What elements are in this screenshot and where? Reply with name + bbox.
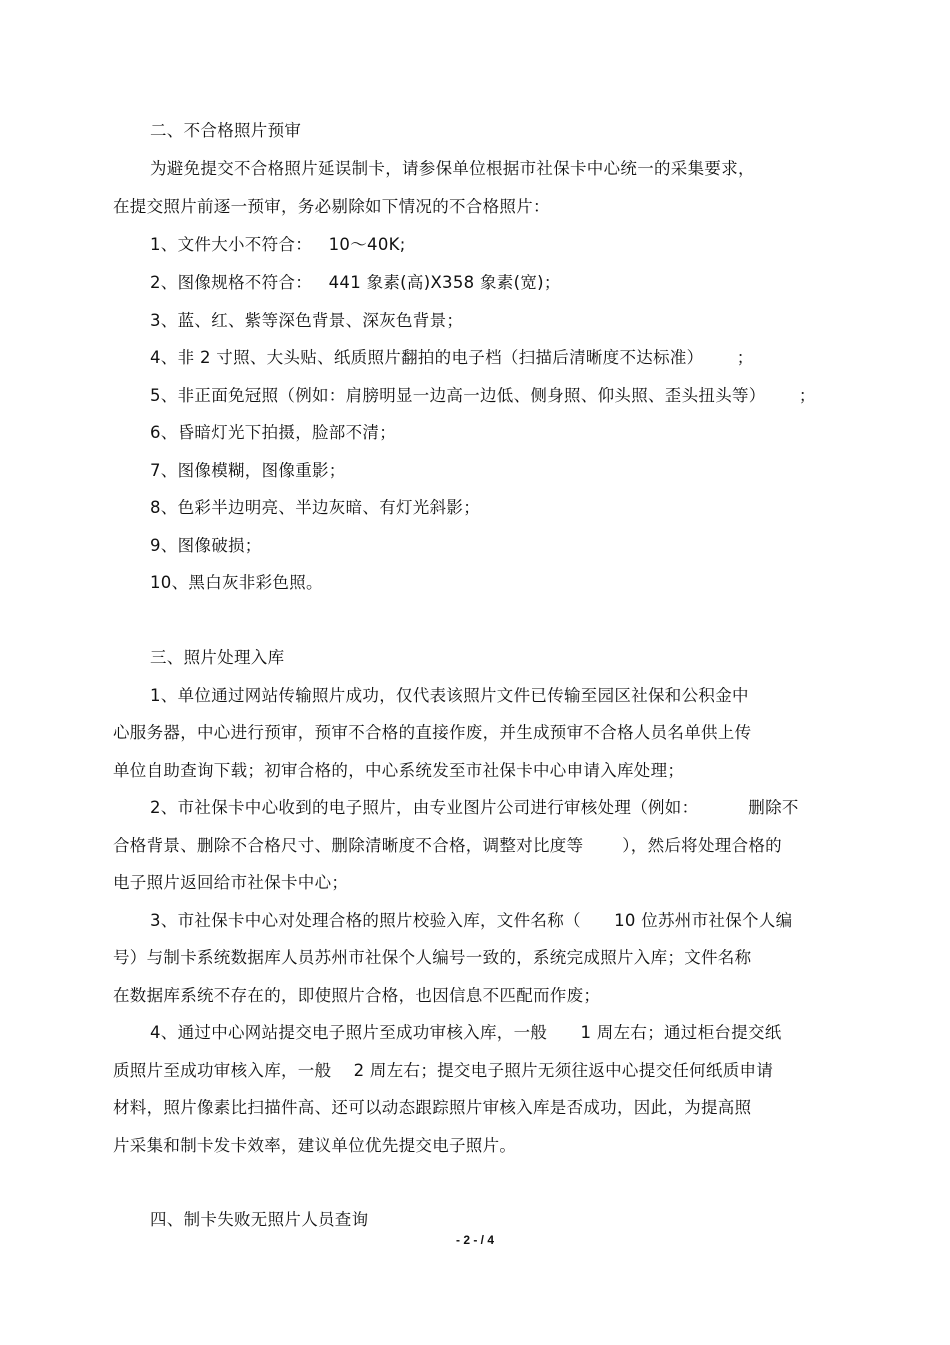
paragraph-line: 质照片至成功审核入库，一般 2 周左右；提交电子照片无须往返中心提交任何纸质申请 [113, 1061, 774, 1080]
list-item: 7、图像模糊，图像重影； [150, 461, 346, 480]
paragraph-line: 在提交照片前逐一预审，务必剔除如下情况的不合格照片： [113, 197, 550, 216]
paragraph-line: 合格背景、删除不合格尺寸、删除清晰度不合格，调整对比度等 ），然后将处理合格的 [113, 836, 782, 855]
list-item: 2、图像规格不符合： 441 象素(高)X358 象素(宽)； [150, 273, 561, 292]
paragraph-line: 1、单位通过网站传输照片成功，仅代表该照片文件已传输至园区社保和公积金中 [150, 686, 749, 705]
list-item: 4、非 2 寸照、大头贴、纸质照片翻拍的电子档（扫描后清晰度不达标准） ； [150, 348, 754, 367]
paragraph-line: 单位自助查询下载；初审合格的，中心系统发至市社保卡中心申请入库处理； [113, 761, 685, 780]
section-heading: 三、照片处理入库 [150, 648, 285, 667]
list-item: 6、昏暗灯光下拍摄，脸部不清； [150, 423, 396, 442]
list-item: 8、色彩半边明亮、半边灰暗、有灯光斜影； [150, 498, 480, 517]
list-item: 5、非正面免冠照（例如：肩膀明显一边高一边低、侧身照、仰头照、歪头扭头等） ； [150, 386, 816, 405]
paragraph-line: 在数据库系统不存在的，即使照片合格，也因信息不匹配而作废； [113, 986, 601, 1005]
paragraph-line: 材料，照片像素比扫描件高、还可以动态跟踪照片审核入库是否成功，因此，为提高照 [113, 1098, 752, 1117]
list-item: 10、黑白灰非彩色照。 [150, 573, 323, 592]
list-item: 9、图像破损； [150, 536, 262, 555]
paragraph-line: 3、市社保卡中心对处理合格的照片校验入库，文件名称（ 10 位苏州市社保个人编 [150, 911, 793, 930]
paragraph-line: 为避免提交不合格照片延误制卡，请参保单位根据市社保卡中心统一的采集要求， [150, 159, 755, 178]
paragraph-line: 2、市社保卡中心收到的电子照片，由专业图片公司进行审核处理（例如： 删除不 [150, 798, 799, 817]
paragraph-line: 号）与制卡系统数据库人员苏州市社保个人编号一致的，系统完成照片入库；文件名称 [113, 948, 752, 967]
paragraph-line: 电子照片返回给市社保卡中心； [113, 873, 349, 892]
list-item: 3、蓝、红、紫等深色背景、深灰色背景； [150, 311, 464, 330]
list-item: 1、文件大小不符合： 10～40K; [150, 235, 406, 254]
paragraph-line: 心服务器，中心进行预审，预审不合格的直接作废，并生成预审不合格人员名单供上传 [113, 723, 752, 742]
paragraph-line: 片采集和制卡发卡效率，建议单位优先提交电子照片。 [113, 1136, 517, 1155]
page-number: - 2 - / 4 [455, 1233, 494, 1247]
section-heading: 二、不合格照片预审 [150, 121, 302, 140]
paragraph-line: 4、通过中心网站提交电子照片至成功审核入库，一般 1 周左右；通过柜台提交纸 [150, 1023, 782, 1042]
section-heading: 四、制卡失败无照片人员查询 [150, 1210, 369, 1229]
